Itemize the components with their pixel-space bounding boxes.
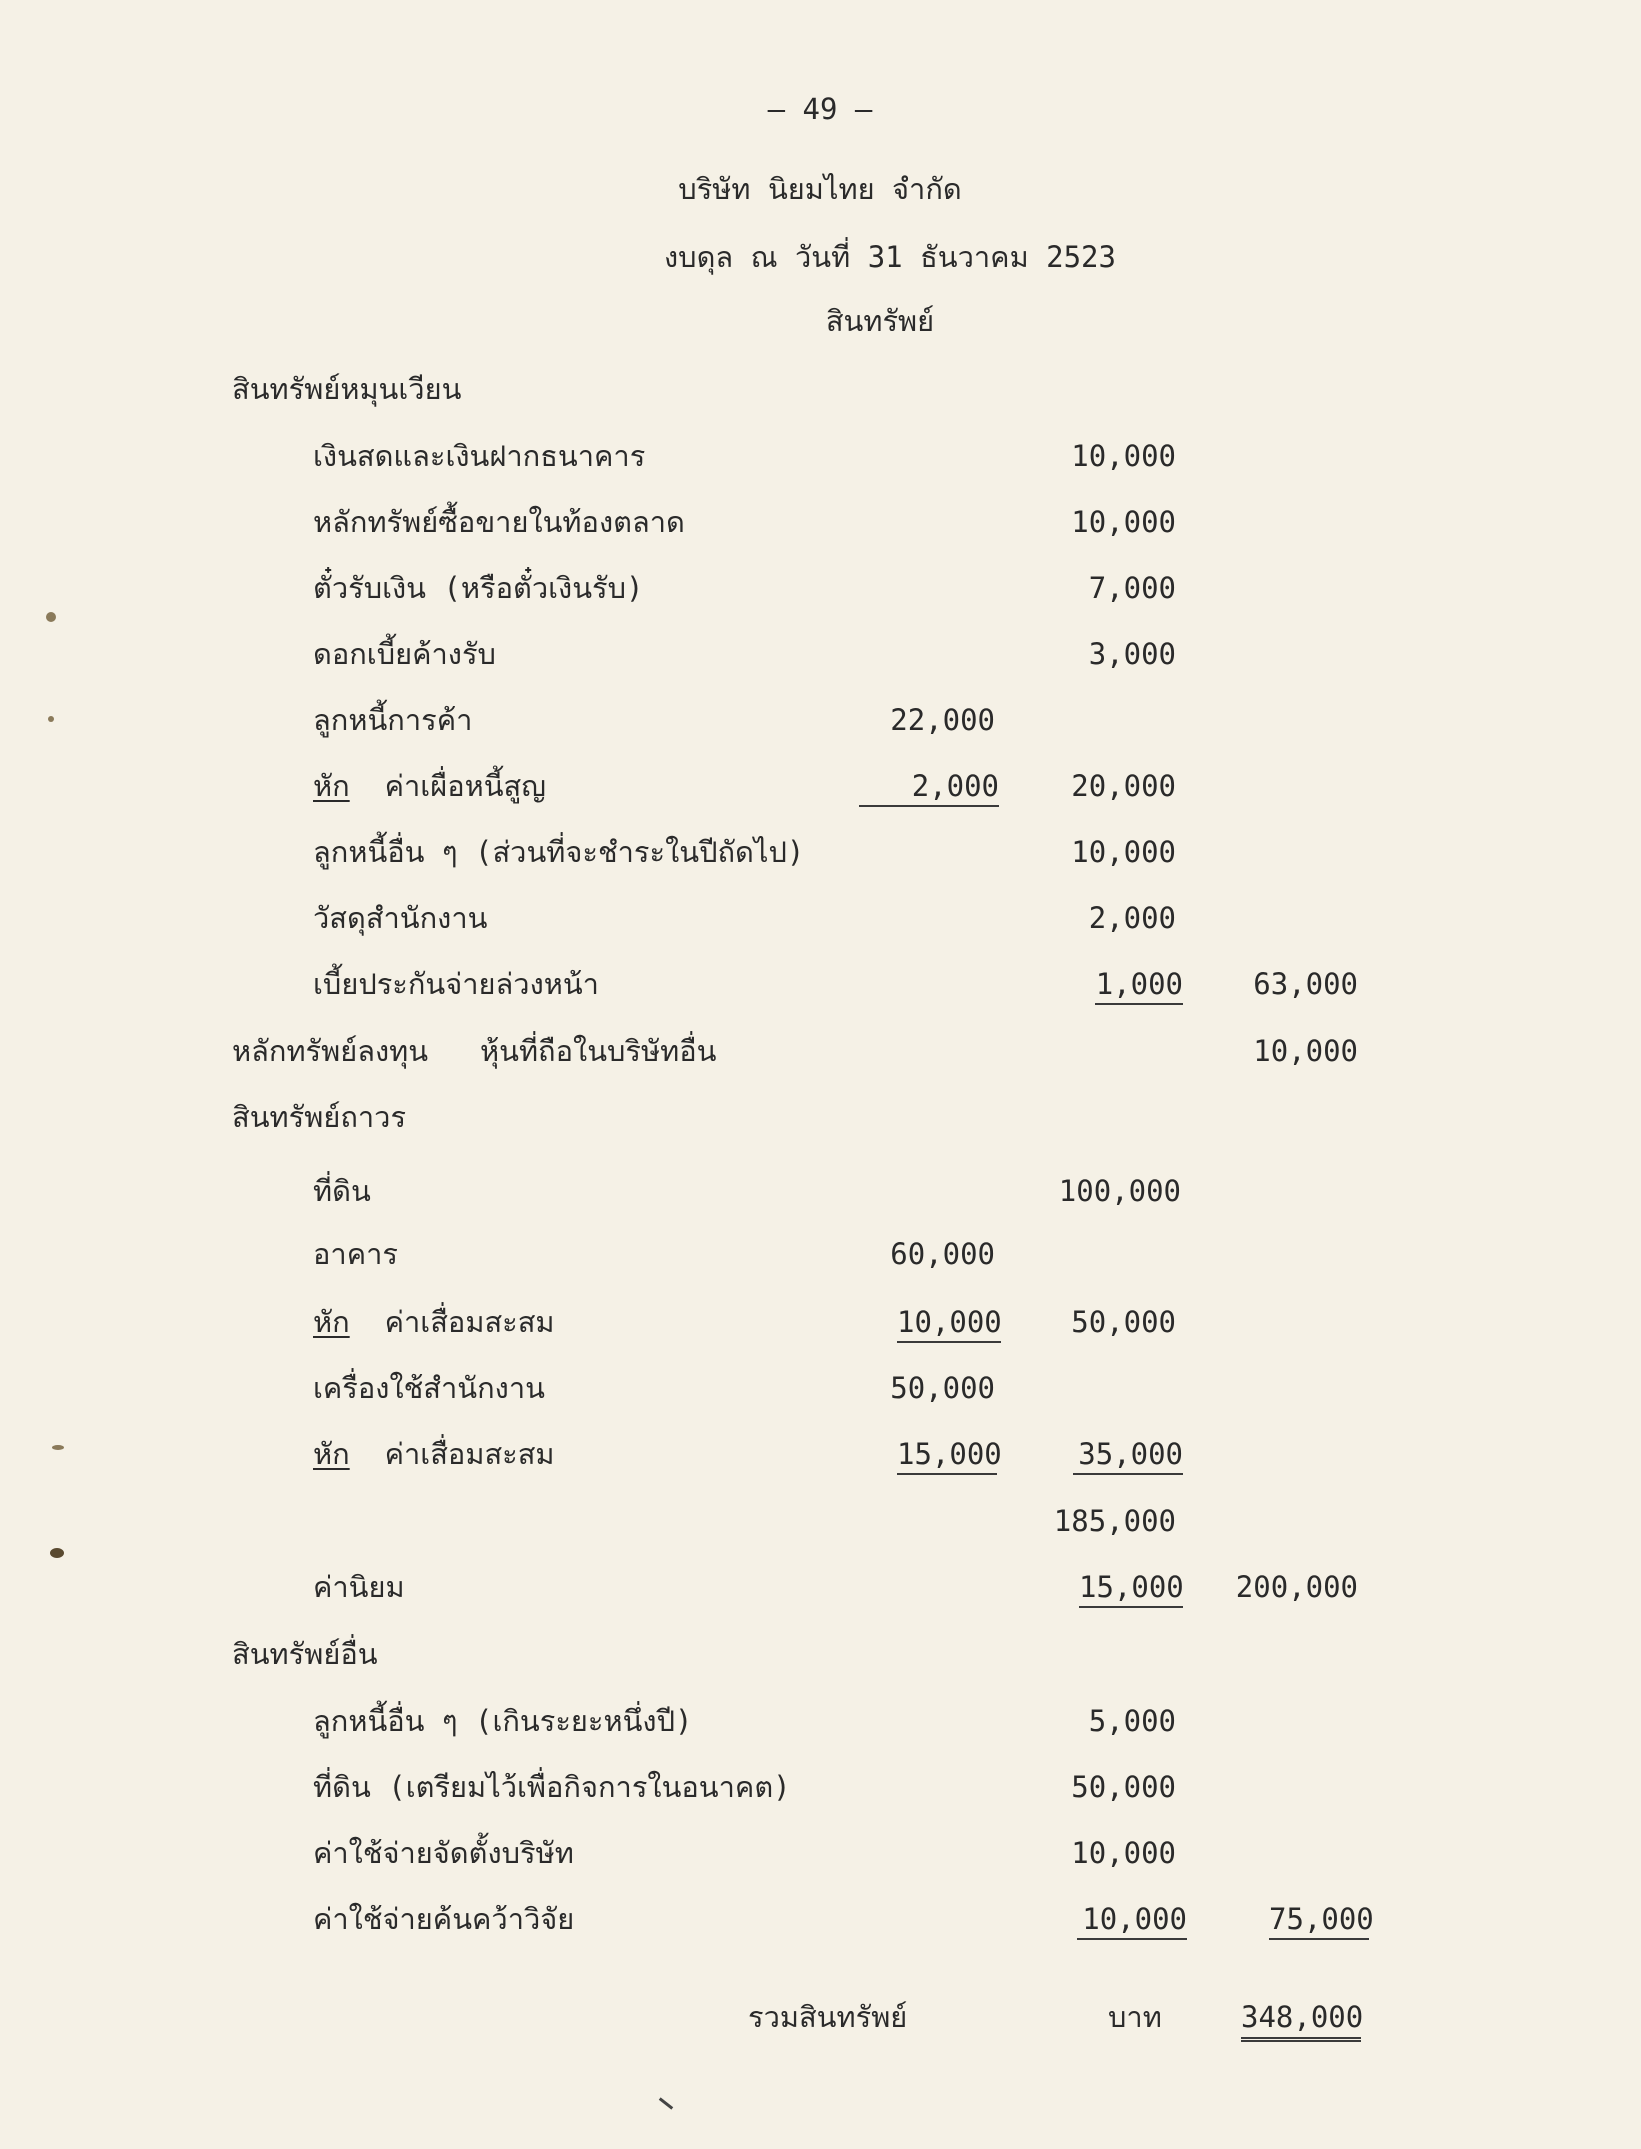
line-label: ตั๋วรับเงิน (หรือตั๋วเงินรับ): [313, 571, 644, 605]
line-gross: 22,000: [890, 703, 995, 737]
paper-speck: [46, 612, 56, 622]
fixed-assets-heading: สินทรัพย์ถาวร: [232, 1100, 407, 1134]
line-amount: 10,000: [1071, 439, 1176, 473]
line-amount: 15,000: [1079, 1570, 1183, 1608]
line-amount: 7,000: [1088, 571, 1176, 605]
investments-description: หุ้นที่ถือในบริษัทอื่น: [480, 1034, 717, 1068]
line-amount: 1,000: [1095, 967, 1183, 1005]
page-number: – 49 –: [767, 92, 873, 126]
line-gross: 2,000: [859, 769, 999, 807]
line-amount: 100,000: [1058, 1174, 1181, 1208]
grand-total-label: รวมสินทรัพย์: [748, 2000, 908, 2034]
section-total: 75,000: [1269, 1902, 1369, 1940]
line-label: ลูกหนี้อื่น ๆ (เกินระยะหนึ่งปี): [313, 1704, 693, 1738]
paper-speck: [50, 1548, 64, 1558]
line-label: ค่าใช้จ่ายค้นคว้าวิจัย: [313, 1902, 575, 1936]
line-label: วัสดุสำนักงาน: [313, 901, 488, 935]
section-title: สินทรัพย์: [825, 304, 935, 338]
other-assets-heading: สินทรัพย์อื่น: [232, 1637, 378, 1671]
line-label: ดอกเบี้ยค้างรับ: [313, 637, 496, 671]
line-gross: 15,000: [897, 1437, 997, 1475]
section-total: 63,000: [1253, 967, 1358, 1001]
current-assets-heading: สินทรัพย์หมุนเวียน: [232, 372, 462, 406]
investments-heading: หลักทรัพย์ลงทุน: [232, 1034, 429, 1068]
line-amount: 10,000: [1077, 1902, 1187, 1940]
line-amount: 5,000: [1088, 1704, 1176, 1738]
line-label: เครื่องใช้สำนักงาน: [313, 1371, 545, 1405]
paper-speck: [52, 1445, 64, 1450]
paper-speck: [48, 716, 54, 722]
deduct-label: ค่าเสื่อมสะสม: [384, 1437, 555, 1471]
line-label: ค่านิยม: [313, 1570, 405, 1604]
deduct-label: ค่าเสื่อมสะสม: [384, 1305, 555, 1339]
line-label: ค่าใช้จ่ายจัดตั้งบริษัท: [313, 1836, 574, 1870]
line-label: อาคาร: [313, 1237, 398, 1271]
line-gross: 60,000: [890, 1237, 995, 1271]
line-amount: 10,000: [1071, 835, 1176, 869]
line-label: หลักทรัพย์ซื้อขายในท้องตลาด: [313, 505, 685, 539]
fixed-subtotal: 185,000: [1053, 1504, 1176, 1538]
deduct-prefix: หัก: [313, 1305, 350, 1339]
line-label: [313, 769, 546, 803]
line-label: เบี้ยประกันจ่ายล่วงหน้า: [313, 967, 599, 1001]
line-label: ลูกหนี้การค้า: [313, 703, 473, 737]
deduct-prefix: หัก: [313, 1437, 350, 1471]
line-amount: 2,000: [1088, 901, 1176, 935]
line-label: ลูกหนี้อื่น ๆ (ส่วนที่จะชำระในปีถัดไป): [313, 835, 805, 869]
line-amount: 20,000: [1071, 769, 1176, 803]
line-amount: 10,000: [1071, 1836, 1176, 1870]
line-amount: 3,000: [1088, 637, 1176, 671]
deduct-label: ค่าเผื่อหนี้สูญ: [384, 769, 546, 803]
line-amount: 50,000: [1071, 1770, 1176, 1804]
line-gross: 50,000: [890, 1371, 995, 1405]
line-amount: 10,000: [1071, 505, 1176, 539]
pen-mark: [659, 2097, 673, 2109]
grand-total-amount: 348,000: [1241, 2000, 1361, 2042]
company-name: บริษัท นิยมไทย จำกัด: [678, 172, 962, 206]
section-total: 200,000: [1235, 1570, 1358, 1604]
deduct-prefix: หัก: [313, 769, 350, 803]
line-label: ที่ดิน (เตรียมไว้เพื่อกิจการในอนาคต): [313, 1770, 791, 1804]
line-amount: 50,000: [1071, 1305, 1176, 1339]
grand-total-currency: บาท: [1108, 2000, 1162, 2034]
line-amount: 35,000: [1073, 1437, 1183, 1475]
line-label: ที่ดิน: [313, 1174, 371, 1208]
line-gross: 10,000: [897, 1305, 1001, 1343]
line-label: เงินสดและเงินฝากธนาคาร: [313, 439, 646, 473]
statement-date: งบดุล ณ วันที่ 31 ธันวาคม 2523: [664, 240, 1116, 274]
line-label: [313, 1305, 555, 1339]
section-total: 10,000: [1253, 1034, 1358, 1068]
line-label: [313, 1437, 555, 1471]
